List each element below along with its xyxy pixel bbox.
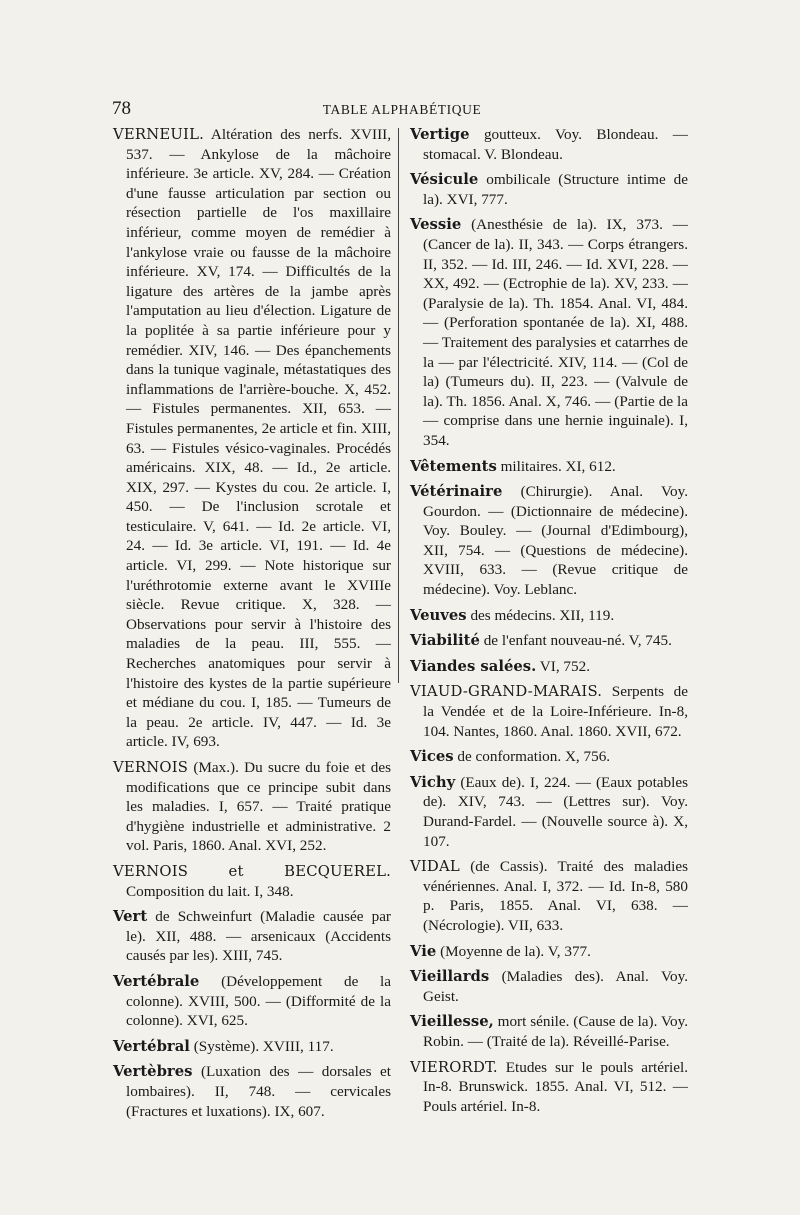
page-number: 78 (112, 98, 131, 119)
running-title: TABLE ALPHABÉTIQUE (322, 102, 482, 117)
entry-text: (Anesthésie de la). IX, 373. — (Cancer de la). II, 343. — Corps étrangers. II, 352. — Id. III, 246. — Id. XVI, 228. — XX, 492. — (Ectrophie de la). XV, 233. — (Paralysie de la). Th. 1854. Anal. VI, 484. — (Perforation spontanée de la). XI, 488. — Traitement des paralysies et catarrhes de la — par l'électricité. XIV, 114. — (Col de la) (Tumeurs du). II, 223. — (Valvule de la). Th. 1856. Anal. X, 746. — (Partie de la — comprise dans une hernie inguinale). I, 354. (423, 216, 688, 449)
entry-headword: Veuves (410, 606, 467, 624)
entry-text: (Eaux de). I, 224. — (Eaux potables de). XIV, 743. — (Lettres sur). Voy. Durand-Fardel. — (Nouvelle source à). X, 107. (423, 773, 688, 850)
index-entry (113, 1062, 391, 1121)
entry-headword: Vieillards (410, 968, 490, 986)
column-divider (398, 128, 399, 683)
entry-text: Etudes sur le pouls artériel. In-8. Brunswick. 1855. Anal. VI, 512. — Pouls artériel. In-8. (423, 1058, 688, 1115)
index-entry (410, 631, 688, 651)
index-entry (113, 907, 391, 966)
entry-headword: Vertébrale (113, 972, 200, 990)
entry-headword: Vêtements (410, 457, 497, 475)
entry-headword: VIERORDT. (410, 1058, 498, 1076)
index-entry (410, 457, 688, 477)
index-entry (410, 747, 688, 767)
entry-headword: Vétérinaire (410, 483, 503, 501)
right-column (410, 125, 688, 1122)
entry-text: de conformation. X, 756. (453, 748, 611, 766)
entry-headword: Viandes salées. (410, 657, 537, 675)
index-entry (113, 1037, 391, 1057)
index-entry (410, 125, 688, 164)
entry-text: de l'enfant nouveau-né. V, 745. (479, 632, 672, 650)
entry-text: (Chirurgie). Anal. Voy. Gourdon. — (Dictionnaire de médecine). Voy. Bouley. — (Journal d'Edimbourg), XII, 754. — (Questions de médecine). XVIII, 633. — (Revue critique de médecine). Voy. Leblanc. (423, 483, 688, 599)
entry-text: (Système). XVIII, 117. (189, 1037, 334, 1055)
entry-text: Serpents de la Vendée et de la Loire-Inférieure. In-8, 104. Nantes, 1860. Anal. 1860. XVII, 672. (423, 683, 688, 740)
entry-text: Composition du lait. I, 348. (126, 882, 294, 900)
index-entry (410, 170, 688, 209)
entry-headword: Vessie (410, 216, 462, 234)
index-entry (410, 942, 688, 962)
index-entry (410, 215, 688, 450)
entry-text: ombilicale (Structure intime de la). XVI, 777. (423, 171, 688, 208)
entry-headword: VERNOIS et BECQUEREL. (113, 862, 391, 880)
entry-text: (de Cassis). Traité des maladies vénériennes. Anal. I, 372. — Id. In-8, 580 p. Paris, 1855. Anal. VI, 638. — (Nécrologie). VII, 633. (423, 858, 688, 934)
index-entry (410, 857, 688, 935)
index-entry (410, 482, 688, 600)
index-entry (410, 1012, 688, 1051)
left-column (113, 125, 391, 1127)
page-header (112, 98, 692, 122)
index-entry (410, 773, 688, 851)
entry-text: mort sénile. (Cause de la). Voy. Robin. — (Traité de la). Réveillé-Parise. (423, 1013, 688, 1050)
entry-headword: VIDAL (410, 858, 460, 876)
entry-text: (Luxation des — dorsales et lombaires). II, 748. — cervicales (Fractures et luxations). IX, 607. (126, 1063, 391, 1120)
entry-headword: Vertige (410, 126, 470, 143)
index-entry (410, 657, 688, 677)
entry-text: des médecins. XII, 119. (466, 606, 615, 624)
entry-headword: Vieillesse, (410, 1013, 494, 1031)
entry-headword: VERNEUIL. (113, 126, 205, 143)
entry-headword: Vert (113, 908, 148, 926)
entry-headword: Vie (410, 942, 437, 960)
index-entry (410, 606, 688, 626)
entry-headword: VIAUD-GRAND-MARAIS. (410, 683, 603, 701)
entry-headword: Vertèbres (113, 1063, 193, 1081)
entry-text: (Maladies des). Anal. Voy. Geist. (423, 968, 688, 1005)
entry-headword: VERNOIS (113, 759, 189, 776)
index-entry (113, 125, 391, 752)
index-entry (113, 758, 391, 856)
entry-text: goutteux. Voy. Blondeau. — stomacal. V. Blondeau. (423, 126, 688, 163)
entry-text: VI, 752. (536, 657, 591, 675)
entry-headword: Viabilité (410, 632, 480, 650)
index-entry (113, 862, 391, 901)
entry-text: (Max.). Du sucre du foie et des modifications que ce principe subit dans les maladies. I, 657. — Traité pratique d'hygiène industrielle et administrative. 2 vol. Paris, 1860. Anal. XVI, 252. (126, 759, 391, 855)
entry-text: (Moyenne de la). V, 377. (436, 942, 591, 960)
entry-text: Altération des nerfs. XVIII, 537. — Ankylose de la mâchoire inférieure. 3e article. XV, 284. — Création d'une fausse articulation par section ou résection partielle de l'os maxillaire inférieur, comme moyen de remédier à l'ankylose vraie ou fausse de la mâchoire inférieure. XV, 174. — Difficultés de la ligature des artères de la jambe après l'amputation au lieu d'élection. Ligature de la poplitée à sa partie inférieure pour y remédier. XIV, 146. — Des épanchements dans la tunique vaginale, métastatiques des inflammations de l'arrière-bouche. X, 452. — Fistules permanentes. XII, 653. — Fistules permanentes, 2e article et fin. XIII, 63. — Fistules vésico-vaginales. Procédés américains. XIX, 48. — Id., 2e article. XIX, 297. — Kystes du cou. 2e article. I, 450. — De l'inclusion scrotale et testiculaire. V, 641. — Id. 2e article. VI, 24. — Id. 3e article. VI, 191. — Id. 4e article. VI, 299. — Note historique sur l'uréthrotomie externe avant le XVIIIe siècle. Revue critique. X, 328. — Observations pour servir à l'histoire des maladies de la peau. III, 555. — Recherches anatomiques pour servir à l'histoire des kystes de la partie supérieure et médiane du cou. I, 185. — Tumeurs de la peau. 2e article. IV, 447. — Id. 3e article. IV, 693. (126, 126, 391, 751)
index-entry (410, 967, 688, 1006)
entry-headword: Vésicule (410, 171, 479, 189)
index-entry (410, 682, 688, 741)
entry-headword: Vertébral (113, 1037, 190, 1055)
entry-text: militaires. XI, 612. (496, 457, 616, 475)
entry-headword: Vichy (410, 773, 456, 791)
entry-text: (Développement de la colonne). XVIII, 500. — (Difformité de la colonne). XVI, 625. (126, 972, 391, 1030)
entry-headword: Vices (410, 748, 454, 766)
index-entry (113, 972, 391, 1031)
index-entry (410, 1058, 688, 1117)
entry-text: de Schweinfurt (Maladie causée par le). XII, 488. — arsenicaux (Accidents causés par les). XIII, 745. (126, 908, 391, 965)
